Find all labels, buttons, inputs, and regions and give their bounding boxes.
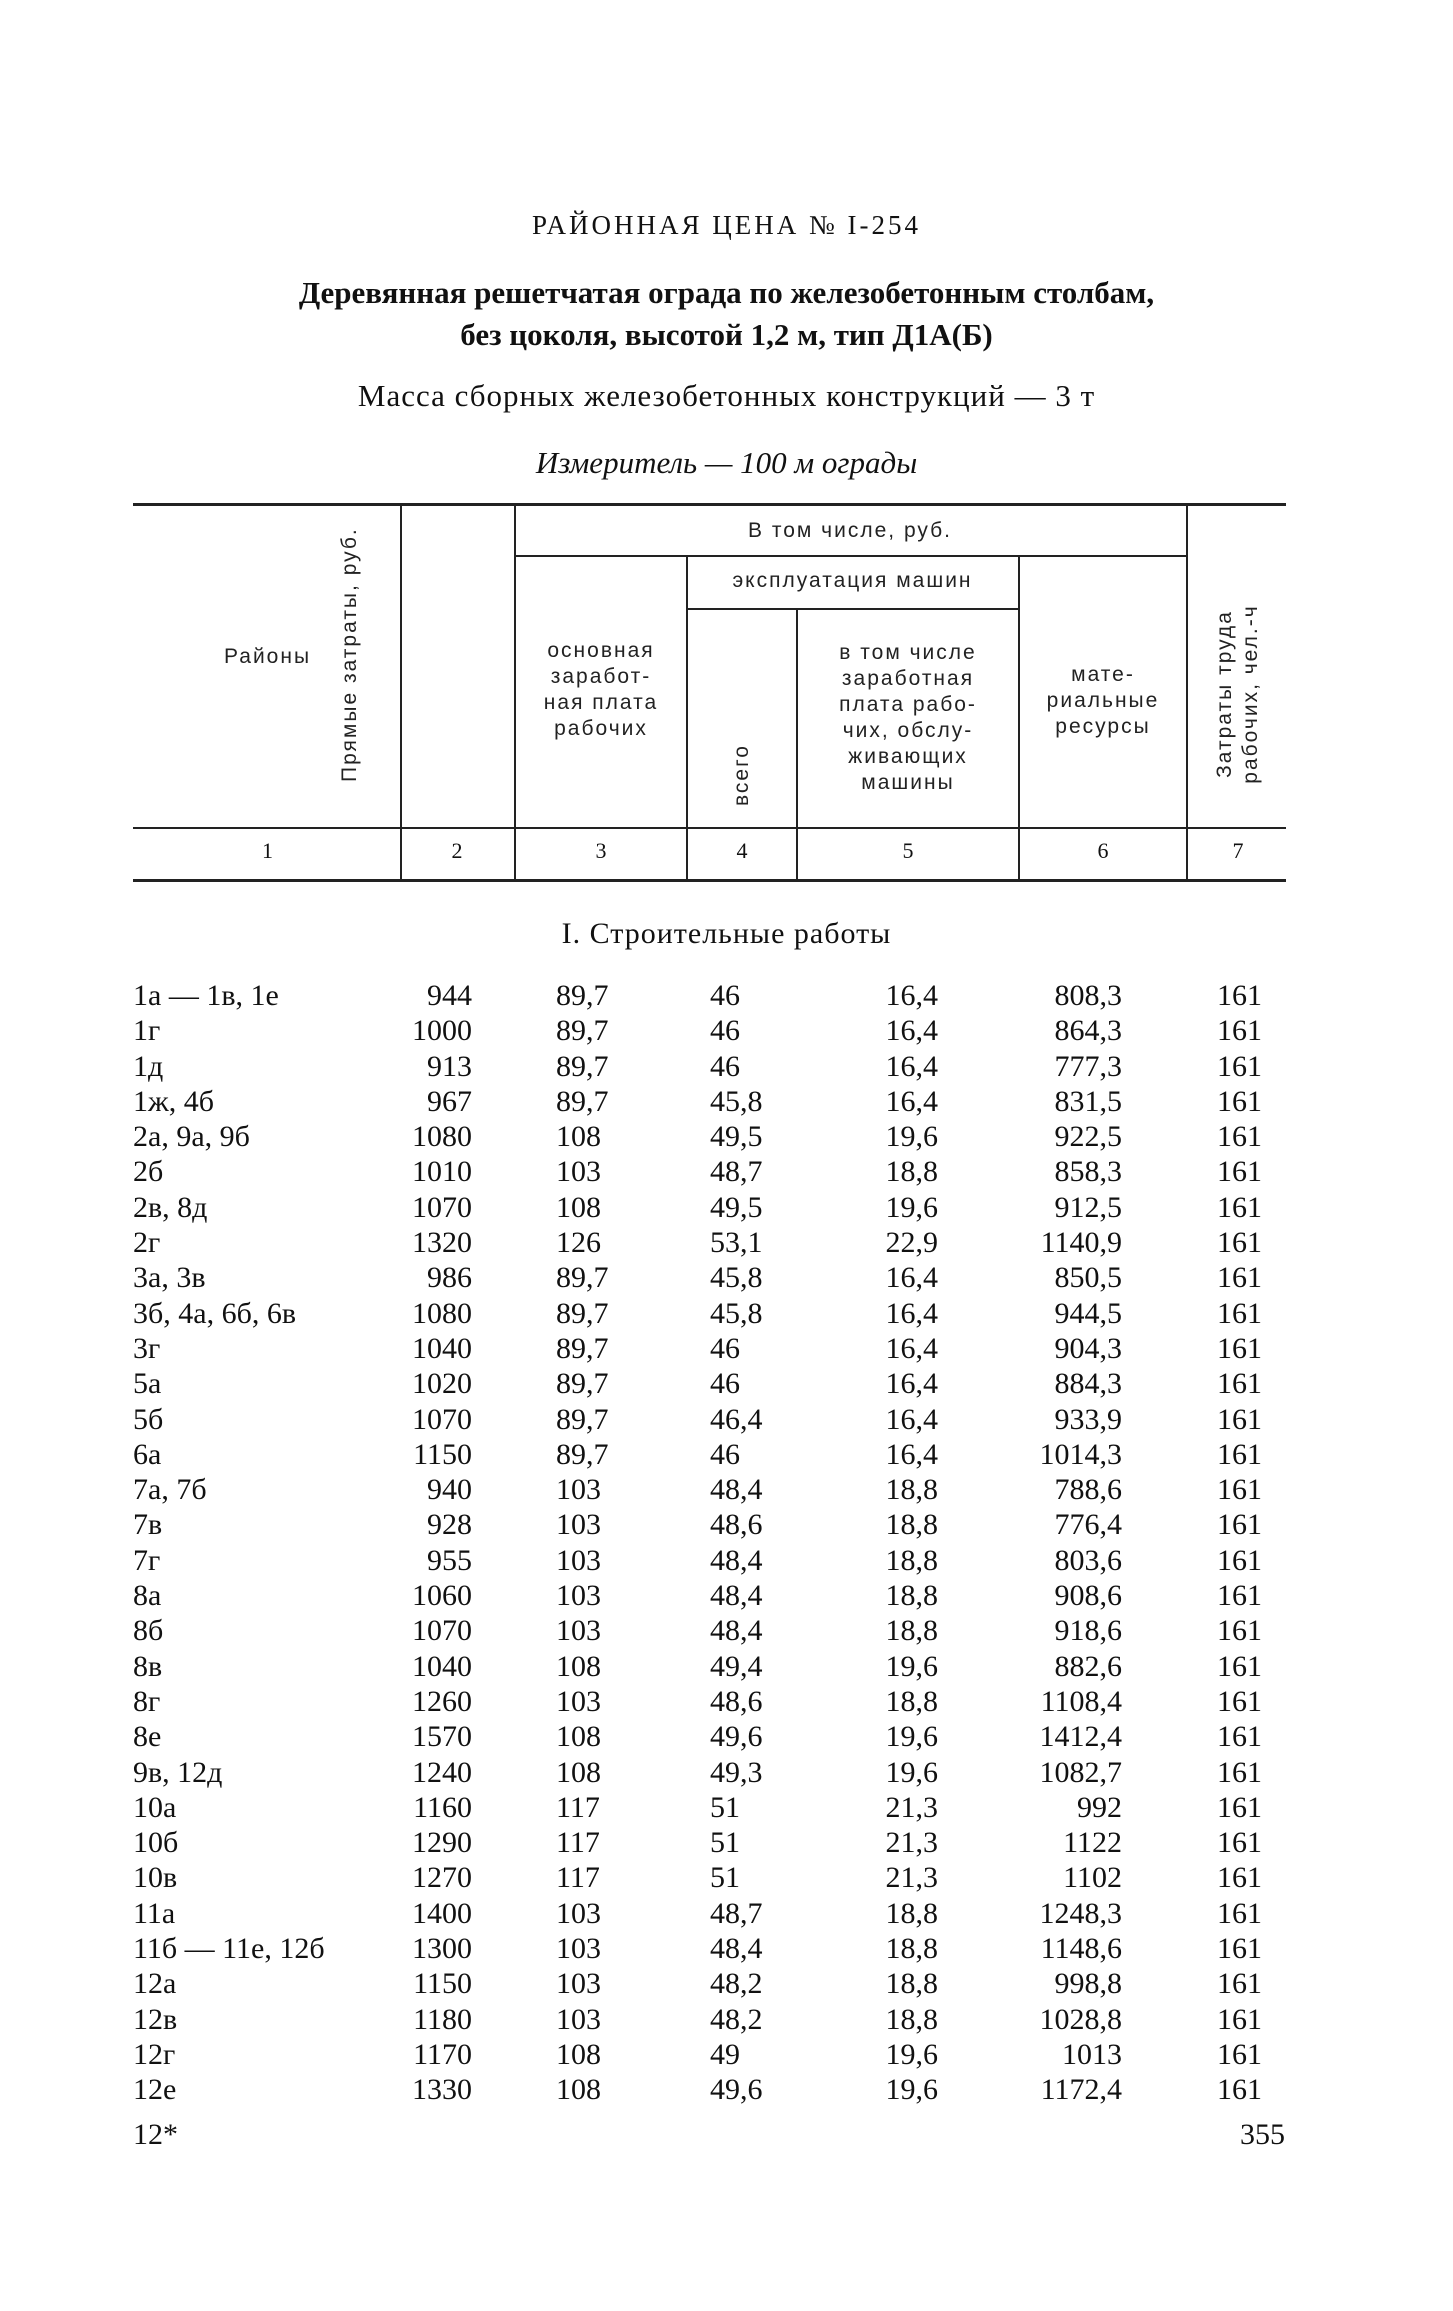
- labor-cell: 161: [1217, 1720, 1262, 1754]
- labor-cell: 161: [1217, 1190, 1262, 1224]
- col-divider: [686, 557, 688, 879]
- table-row: [0, 1543, 1453, 1578]
- region-cell: 11б — 11е, 12б: [133, 1932, 325, 1966]
- region-cell: 3а, 3в: [133, 1261, 206, 1295]
- base-wage-cell: 108: [556, 1190, 601, 1224]
- region-cell: 8г: [133, 1684, 161, 1718]
- base-wage-cell: 108: [556, 1649, 601, 1683]
- materials-cell: 788,6: [1054, 1473, 1122, 1507]
- direct-costs-cell: 1080: [412, 1120, 472, 1154]
- materials-cell: 1412,4: [1039, 1720, 1122, 1754]
- machine-total-cell: 48,4: [710, 1932, 763, 1966]
- table-row: [0, 1790, 1453, 1825]
- table-row: [0, 1366, 1453, 1401]
- machine-wage-cell: 16,4: [885, 1261, 938, 1295]
- direct-costs-cell: 1040: [412, 1649, 472, 1683]
- base-wage-cell: 89,7: [556, 1367, 609, 1401]
- region-cell: 9в, 12д: [133, 1755, 223, 1789]
- machine-total-cell: 51: [710, 1790, 740, 1824]
- machine-wage-cell: 16,4: [885, 1331, 938, 1365]
- machine-total-cell: 45,8: [710, 1261, 763, 1295]
- machine-total-cell: 46: [710, 1331, 740, 1365]
- header-bottom-rule: [133, 879, 1286, 882]
- machine-wage-cell: 16,4: [885, 1437, 938, 1471]
- machine-wage-cell: 21,3: [885, 1790, 938, 1824]
- labor-cell: 161: [1217, 979, 1262, 1012]
- materials-cell: 944,5: [1054, 1296, 1122, 1330]
- header-machine-operation: эксплуатация машин: [732, 569, 973, 592]
- base-wage-cell: 103: [556, 1896, 601, 1930]
- base-wage-cell: 117: [556, 1826, 600, 1860]
- machine-wage-cell: 19,6: [885, 1190, 938, 1224]
- direct-costs-cell: 1320: [412, 1226, 472, 1260]
- table-row: [0, 1154, 1453, 1189]
- materials-cell: 1014,3: [1039, 1437, 1122, 1471]
- base-wage-cell: 108: [556, 1120, 601, 1154]
- machine-wage-cell: 19,6: [885, 1120, 938, 1154]
- base-wage-cell: 103: [556, 1614, 601, 1648]
- machine-total-cell: 48,6: [710, 1684, 763, 1718]
- region-cell: 5б: [133, 1402, 164, 1436]
- base-wage-cell: 89,7: [556, 1261, 609, 1295]
- labor-cell: 161: [1217, 2073, 1262, 2107]
- header-regions: Районы: [223, 645, 312, 668]
- direct-costs-cell: 1040: [412, 1331, 472, 1365]
- table-row: [0, 1331, 1453, 1366]
- table-row: [0, 1825, 1453, 1860]
- col-divider: [400, 505, 402, 879]
- machine-total-cell: 49,3: [710, 1755, 763, 1789]
- machine-total-cell: 49,6: [710, 1720, 763, 1754]
- region-cell: 10а: [133, 1790, 177, 1824]
- materials-cell: 882,6: [1054, 1649, 1122, 1683]
- materials-cell: 1082,7: [1039, 1755, 1122, 1789]
- labor-cell: 161: [1217, 2037, 1262, 2071]
- unit-line: Измеритель — 100 м ограды: [535, 445, 918, 480]
- materials-cell: 808,3: [1054, 979, 1122, 1012]
- machine-total-cell: 46: [710, 1437, 740, 1471]
- materials-cell: 912,5: [1054, 1190, 1122, 1224]
- base-wage-cell: 89,7: [556, 1402, 609, 1436]
- table-row: [0, 1260, 1453, 1295]
- region-cell: 12в: [133, 2002, 178, 2036]
- header-mid-rule: [133, 827, 1286, 829]
- machine-wage-cell: 18,8: [885, 1896, 938, 1930]
- machine-wage-cell: 18,8: [885, 1614, 938, 1648]
- machine-wage-cell: 16,4: [885, 1402, 938, 1436]
- header-direct-costs: Прямые затраты, руб.: [338, 527, 361, 782]
- table-row: [0, 1402, 1453, 1437]
- base-wage-cell: 89,7: [556, 1014, 609, 1048]
- materials-cell: 831,5: [1054, 1084, 1122, 1118]
- base-wage-cell: 108: [556, 2037, 601, 2071]
- region-cell: 10в: [133, 1861, 178, 1895]
- page-number: 355: [1240, 2118, 1285, 2151]
- base-wage-cell: 89,7: [556, 1084, 609, 1118]
- direct-costs-cell: 1400: [412, 1896, 472, 1930]
- direct-costs-cell: 1020: [412, 1367, 472, 1401]
- labor-cell: 161: [1217, 1649, 1262, 1683]
- machine-wage-cell: 18,8: [885, 1579, 938, 1613]
- labor-cell: 161: [1217, 2002, 1262, 2036]
- labor-cell: 161: [1217, 1120, 1262, 1154]
- column-number: 1: [262, 838, 273, 863]
- table-row: [0, 2002, 1453, 2037]
- direct-costs-cell: 1150: [413, 1437, 472, 1471]
- labor-cell: 161: [1217, 1861, 1262, 1895]
- materials-cell: 908,6: [1054, 1579, 1122, 1613]
- direct-costs-cell: 1060: [412, 1579, 472, 1613]
- materials-cell: 1013: [1062, 2037, 1122, 2071]
- base-wage-cell: 103: [556, 1967, 601, 2001]
- region-cell: 11а: [133, 1896, 176, 1930]
- direct-costs-cell: 1300: [412, 1932, 472, 1966]
- table-row: [0, 1472, 1453, 1507]
- table-row: [0, 1190, 1453, 1225]
- materials-cell: 850,5: [1054, 1261, 1122, 1295]
- labor-cell: 161: [1217, 1967, 1262, 2001]
- machine-total-cell: 49,5: [710, 1120, 763, 1154]
- labor-cell: 161: [1217, 1367, 1262, 1401]
- labor-cell: 161: [1217, 1579, 1262, 1613]
- machine-total-cell: 48,4: [710, 1473, 763, 1507]
- direct-costs-cell: 986: [427, 1261, 472, 1295]
- labor-cell: 161: [1217, 1826, 1262, 1860]
- machine-total-cell: 53,1: [710, 1226, 763, 1260]
- direct-costs-cell: 1270: [412, 1861, 472, 1895]
- machine-total-cell: 46: [710, 1367, 740, 1401]
- materials-cell: 1108,4: [1040, 1684, 1122, 1718]
- table-row: [0, 1437, 1453, 1472]
- header-machine-total: всего: [730, 744, 753, 806]
- labor-cell: 161: [1217, 1896, 1262, 1930]
- base-wage-cell: 103: [556, 1579, 601, 1613]
- direct-costs-cell: 1080: [412, 1296, 472, 1330]
- region-cell: 8а: [133, 1579, 162, 1613]
- region-cell: 1г: [133, 1014, 161, 1048]
- col-divider: [514, 505, 516, 879]
- machine-total-cell: 49,4: [710, 1649, 763, 1683]
- table-row: [0, 1931, 1453, 1966]
- machine-total-cell: 45,8: [710, 1296, 763, 1330]
- base-wage-cell: 103: [556, 1543, 601, 1577]
- col-divider: [1018, 557, 1020, 879]
- direct-costs-cell: 1570: [412, 1720, 472, 1754]
- direct-costs-cell: 955: [427, 1543, 472, 1577]
- base-wage-cell: 108: [556, 1720, 601, 1754]
- table-row: [0, 1649, 1453, 1684]
- subtitle-line: без цоколя, высотой 1,2 м, тип Д1А(Б): [460, 317, 993, 352]
- header-base-wage: основная заработ- ная плата рабочих: [543, 639, 659, 740]
- machine-total-cell: 46,4: [710, 1402, 763, 1436]
- region-cell: 7а, 7б: [133, 1473, 207, 1507]
- table-row: [0, 1755, 1453, 1790]
- table-row: [0, 1119, 1453, 1154]
- machine-wage-cell: 19,6: [885, 1649, 938, 1683]
- direct-costs-cell: 1170: [413, 2037, 472, 2071]
- col-divider: [1186, 505, 1188, 879]
- region-cell: 7г: [133, 1543, 161, 1577]
- base-wage-cell: 103: [556, 1684, 601, 1718]
- direct-costs-cell: 928: [427, 1508, 472, 1542]
- machine-wage-cell: 21,3: [885, 1826, 938, 1860]
- base-wage-cell: 103: [556, 2002, 601, 2036]
- materials-cell: 1172,4: [1040, 2073, 1122, 2107]
- materials-cell: 918,6: [1054, 1614, 1122, 1648]
- base-wage-cell: 108: [556, 1755, 601, 1789]
- table-row: [0, 1296, 1453, 1331]
- machine-wage-cell: 16,4: [885, 979, 938, 1012]
- machine-wage-cell: 19,6: [885, 2037, 938, 2071]
- base-wage-cell: 103: [556, 1508, 601, 1542]
- region-cell: 1д: [133, 1049, 164, 1083]
- region-cell: 8в: [133, 1649, 163, 1683]
- machine-wage-cell: 16,4: [885, 1084, 938, 1118]
- table-row: [0, 1507, 1453, 1542]
- table-row: [0, 1719, 1453, 1754]
- direct-costs-cell: 913: [427, 1049, 472, 1083]
- region-cell: 1а — 1в, 1е: [133, 979, 279, 1012]
- document-subtitle: [0, 272, 1453, 356]
- direct-costs-cell: 1240: [412, 1755, 472, 1789]
- machine-total-cell: 48,7: [710, 1155, 763, 1189]
- column-number: 6: [1097, 838, 1109, 863]
- labor-cell: 161: [1217, 1084, 1262, 1118]
- labor-cell: 161: [1217, 1155, 1262, 1189]
- machine-wage-cell: 18,8: [885, 1543, 938, 1577]
- materials-cell: 777,3: [1054, 1049, 1122, 1083]
- materials-cell: 1122: [1063, 1826, 1122, 1860]
- column-number: 3: [595, 838, 607, 863]
- region-cell: 3г: [133, 1331, 161, 1365]
- machine-wage-cell: 18,8: [885, 2002, 938, 2036]
- region-cell: 12а: [133, 1967, 177, 2001]
- machine-total-cell: 48,2: [710, 2002, 763, 2036]
- materials-cell: 864,3: [1054, 1014, 1122, 1048]
- direct-costs-cell: 1070: [412, 1190, 472, 1224]
- signature-mark: 12*: [133, 2118, 178, 2151]
- materials-cell: 803,6: [1054, 1543, 1122, 1577]
- labor-cell: 161: [1217, 1331, 1262, 1365]
- table-row: [0, 1013, 1453, 1048]
- materials-cell: 998,8: [1054, 1967, 1122, 2001]
- machine-wage-cell: 19,6: [885, 1755, 938, 1789]
- materials-cell: 1140,9: [1040, 1226, 1122, 1260]
- header-machine-wage: в том числе заработная плата рабо- чих, обслу- живающих машины: [839, 641, 977, 794]
- labor-cell: 161: [1217, 1437, 1262, 1471]
- machine-wage-cell: 18,8: [885, 1932, 938, 1966]
- labor-cell: 161: [1217, 1473, 1262, 1507]
- machine-total-cell: 48,6: [710, 1508, 763, 1542]
- machine-total-cell: 48,4: [710, 1543, 763, 1577]
- machine-total-cell: 45,8: [710, 1084, 763, 1118]
- region-cell: 5а: [133, 1367, 162, 1401]
- direct-costs-cell: 940: [427, 1473, 472, 1507]
- including-rule: [514, 555, 1186, 557]
- labor-cell: 161: [1217, 1508, 1262, 1542]
- machine-wage-cell: 16,4: [885, 1296, 938, 1330]
- labor-cell: 161: [1217, 1261, 1262, 1295]
- base-wage-cell: 89,7: [556, 979, 609, 1012]
- table-row: [0, 2037, 1453, 2072]
- document-title: РАЙОННАЯ ЦЕНА № I-254: [531, 210, 922, 240]
- region-cell: 12г: [133, 2037, 176, 2071]
- materials-cell: 776,4: [1054, 1508, 1122, 1542]
- region-cell: 2а, 9а, 9б: [133, 1120, 250, 1154]
- table-row: [0, 1049, 1453, 1084]
- machine-total-cell: 46: [710, 1014, 740, 1048]
- table-row: [0, 1966, 1453, 2001]
- region-cell: 7в: [133, 1508, 163, 1542]
- direct-costs-cell: 944: [427, 979, 472, 1012]
- header-top-rule: [133, 503, 1286, 506]
- labor-cell: 161: [1217, 1049, 1262, 1083]
- machine-wage-cell: 18,8: [885, 1473, 938, 1507]
- column-number: 4: [736, 838, 748, 863]
- base-wage-cell: 117: [556, 1861, 600, 1895]
- table-row: [0, 1860, 1453, 1895]
- column-number: 5: [902, 838, 914, 863]
- materials-cell: 1248,3: [1039, 1896, 1122, 1930]
- region-cell: 3б, 4а, 6б, 6в: [133, 1296, 297, 1330]
- region-cell: 10б: [133, 1826, 179, 1860]
- direct-costs-cell: 1000: [412, 1014, 472, 1048]
- mass-line: Масса сборных железобетонных конструкций — 3 т: [357, 378, 1096, 413]
- machine-total-cell: 51: [710, 1861, 740, 1895]
- machine-wage-cell: 18,8: [885, 1508, 938, 1542]
- region-cell: 8е: [133, 1720, 162, 1754]
- table-row: [0, 1684, 1453, 1719]
- machine-wage-cell: 21,3: [885, 1861, 938, 1895]
- machine-wage-cell: 16,4: [885, 1367, 938, 1401]
- labor-cell: 161: [1217, 1014, 1262, 1048]
- direct-costs-cell: 1290: [412, 1826, 472, 1860]
- region-cell: 1ж, 4б: [133, 1084, 214, 1118]
- machine-total-cell: 48,4: [710, 1579, 763, 1613]
- machine-rule: [686, 608, 1018, 610]
- machine-total-cell: 51: [710, 1826, 740, 1860]
- region-cell: 6а: [133, 1437, 162, 1471]
- direct-costs-cell: 1150: [413, 1967, 472, 2001]
- region-cell: 2г: [133, 1226, 161, 1260]
- table-row: [0, 978, 1453, 1013]
- labor-cell: 161: [1217, 1543, 1262, 1577]
- labor-cell: 161: [1217, 1932, 1262, 1966]
- machine-wage-cell: 18,8: [885, 1684, 938, 1718]
- direct-costs-cell: 1160: [413, 1790, 472, 1824]
- machine-wage-cell: 19,6: [885, 1720, 938, 1754]
- section-title: I. Строительные работы: [561, 917, 892, 950]
- base-wage-cell: 89,7: [556, 1296, 609, 1330]
- table-row: [0, 2072, 1453, 2107]
- base-wage-cell: 103: [556, 1473, 601, 1507]
- col-divider: [796, 610, 798, 879]
- base-wage-cell: 117: [556, 1790, 600, 1824]
- machine-total-cell: 46: [710, 1049, 740, 1083]
- machine-total-cell: 48,2: [710, 1967, 763, 2001]
- column-number: 2: [451, 838, 463, 863]
- subtitle-line: Деревянная решетчатая ограда по железобетонным столбам,: [298, 275, 1155, 310]
- labor-cell: 161: [1217, 1790, 1262, 1824]
- materials-cell: 922,5: [1054, 1120, 1122, 1154]
- direct-costs-cell: 1180: [413, 2002, 472, 2036]
- direct-costs-cell: 1260: [412, 1684, 472, 1718]
- base-wage-cell: 103: [556, 1932, 601, 1966]
- table-row: [0, 1896, 1453, 1931]
- header-including: В том числе, руб.: [748, 519, 952, 542]
- materials-cell: 1148,6: [1040, 1932, 1122, 1966]
- table-row: [0, 1578, 1453, 1613]
- table-row: [0, 1225, 1453, 1260]
- machine-wage-cell: 19,6: [885, 2073, 938, 2107]
- region-cell: 12е: [133, 2073, 177, 2107]
- direct-costs-cell: 1070: [412, 1614, 472, 1648]
- labor-cell: 161: [1217, 1684, 1262, 1718]
- materials-cell: 933,9: [1054, 1402, 1122, 1436]
- materials-cell: 858,3: [1054, 1155, 1122, 1189]
- machine-total-cell: 48,7: [710, 1896, 763, 1930]
- table-body: [0, 978, 1453, 2108]
- machine-wage-cell: 18,8: [885, 1967, 938, 2001]
- direct-costs-cell: 967: [427, 1084, 472, 1118]
- machine-total-cell: 49: [710, 2037, 740, 2071]
- machine-wage-cell: 16,4: [885, 1049, 938, 1083]
- machine-total-cell: 49,6: [710, 2073, 763, 2107]
- machine-total-cell: 49,5: [710, 1190, 763, 1224]
- base-wage-cell: 89,7: [556, 1331, 609, 1365]
- direct-costs-cell: 1330: [412, 2073, 472, 2107]
- labor-cell: 161: [1217, 1226, 1262, 1260]
- labor-cell: 161: [1217, 1402, 1262, 1436]
- machine-wage-cell: 16,4: [885, 1014, 938, 1048]
- region-cell: 2в, 8д: [133, 1190, 208, 1224]
- header-labor: Затраты труда рабочих, чел.-ч: [1213, 604, 1262, 784]
- base-wage-cell: 126: [556, 1226, 601, 1260]
- machine-wage-cell: 22,9: [885, 1226, 938, 1260]
- labor-cell: 161: [1217, 1755, 1262, 1789]
- table-row: [0, 1084, 1453, 1119]
- table-row: [0, 1613, 1453, 1648]
- materials-cell: 904,3: [1054, 1331, 1122, 1365]
- header-materials: мате- риальные ресурсы: [1046, 663, 1160, 738]
- region-cell: 2б: [133, 1155, 164, 1189]
- labor-cell: 161: [1217, 1296, 1262, 1330]
- direct-costs-cell: 1070: [412, 1402, 472, 1436]
- region-cell: 8б: [133, 1614, 164, 1648]
- materials-cell: 992: [1077, 1790, 1122, 1824]
- base-wage-cell: 89,7: [556, 1437, 609, 1471]
- machine-wage-cell: 18,8: [885, 1155, 938, 1189]
- direct-costs-cell: 1010: [412, 1155, 472, 1189]
- machine-total-cell: 46: [710, 979, 740, 1012]
- materials-cell: 884,3: [1054, 1367, 1122, 1401]
- base-wage-cell: 103: [556, 1155, 601, 1189]
- column-number: 7: [1232, 838, 1244, 863]
- base-wage-cell: 108: [556, 2073, 601, 2107]
- machine-total-cell: 48,4: [710, 1614, 763, 1648]
- base-wage-cell: 89,7: [556, 1049, 609, 1083]
- materials-cell: 1028,8: [1039, 2002, 1122, 2036]
- materials-cell: 1102: [1063, 1861, 1122, 1895]
- labor-cell: 161: [1217, 1614, 1262, 1648]
